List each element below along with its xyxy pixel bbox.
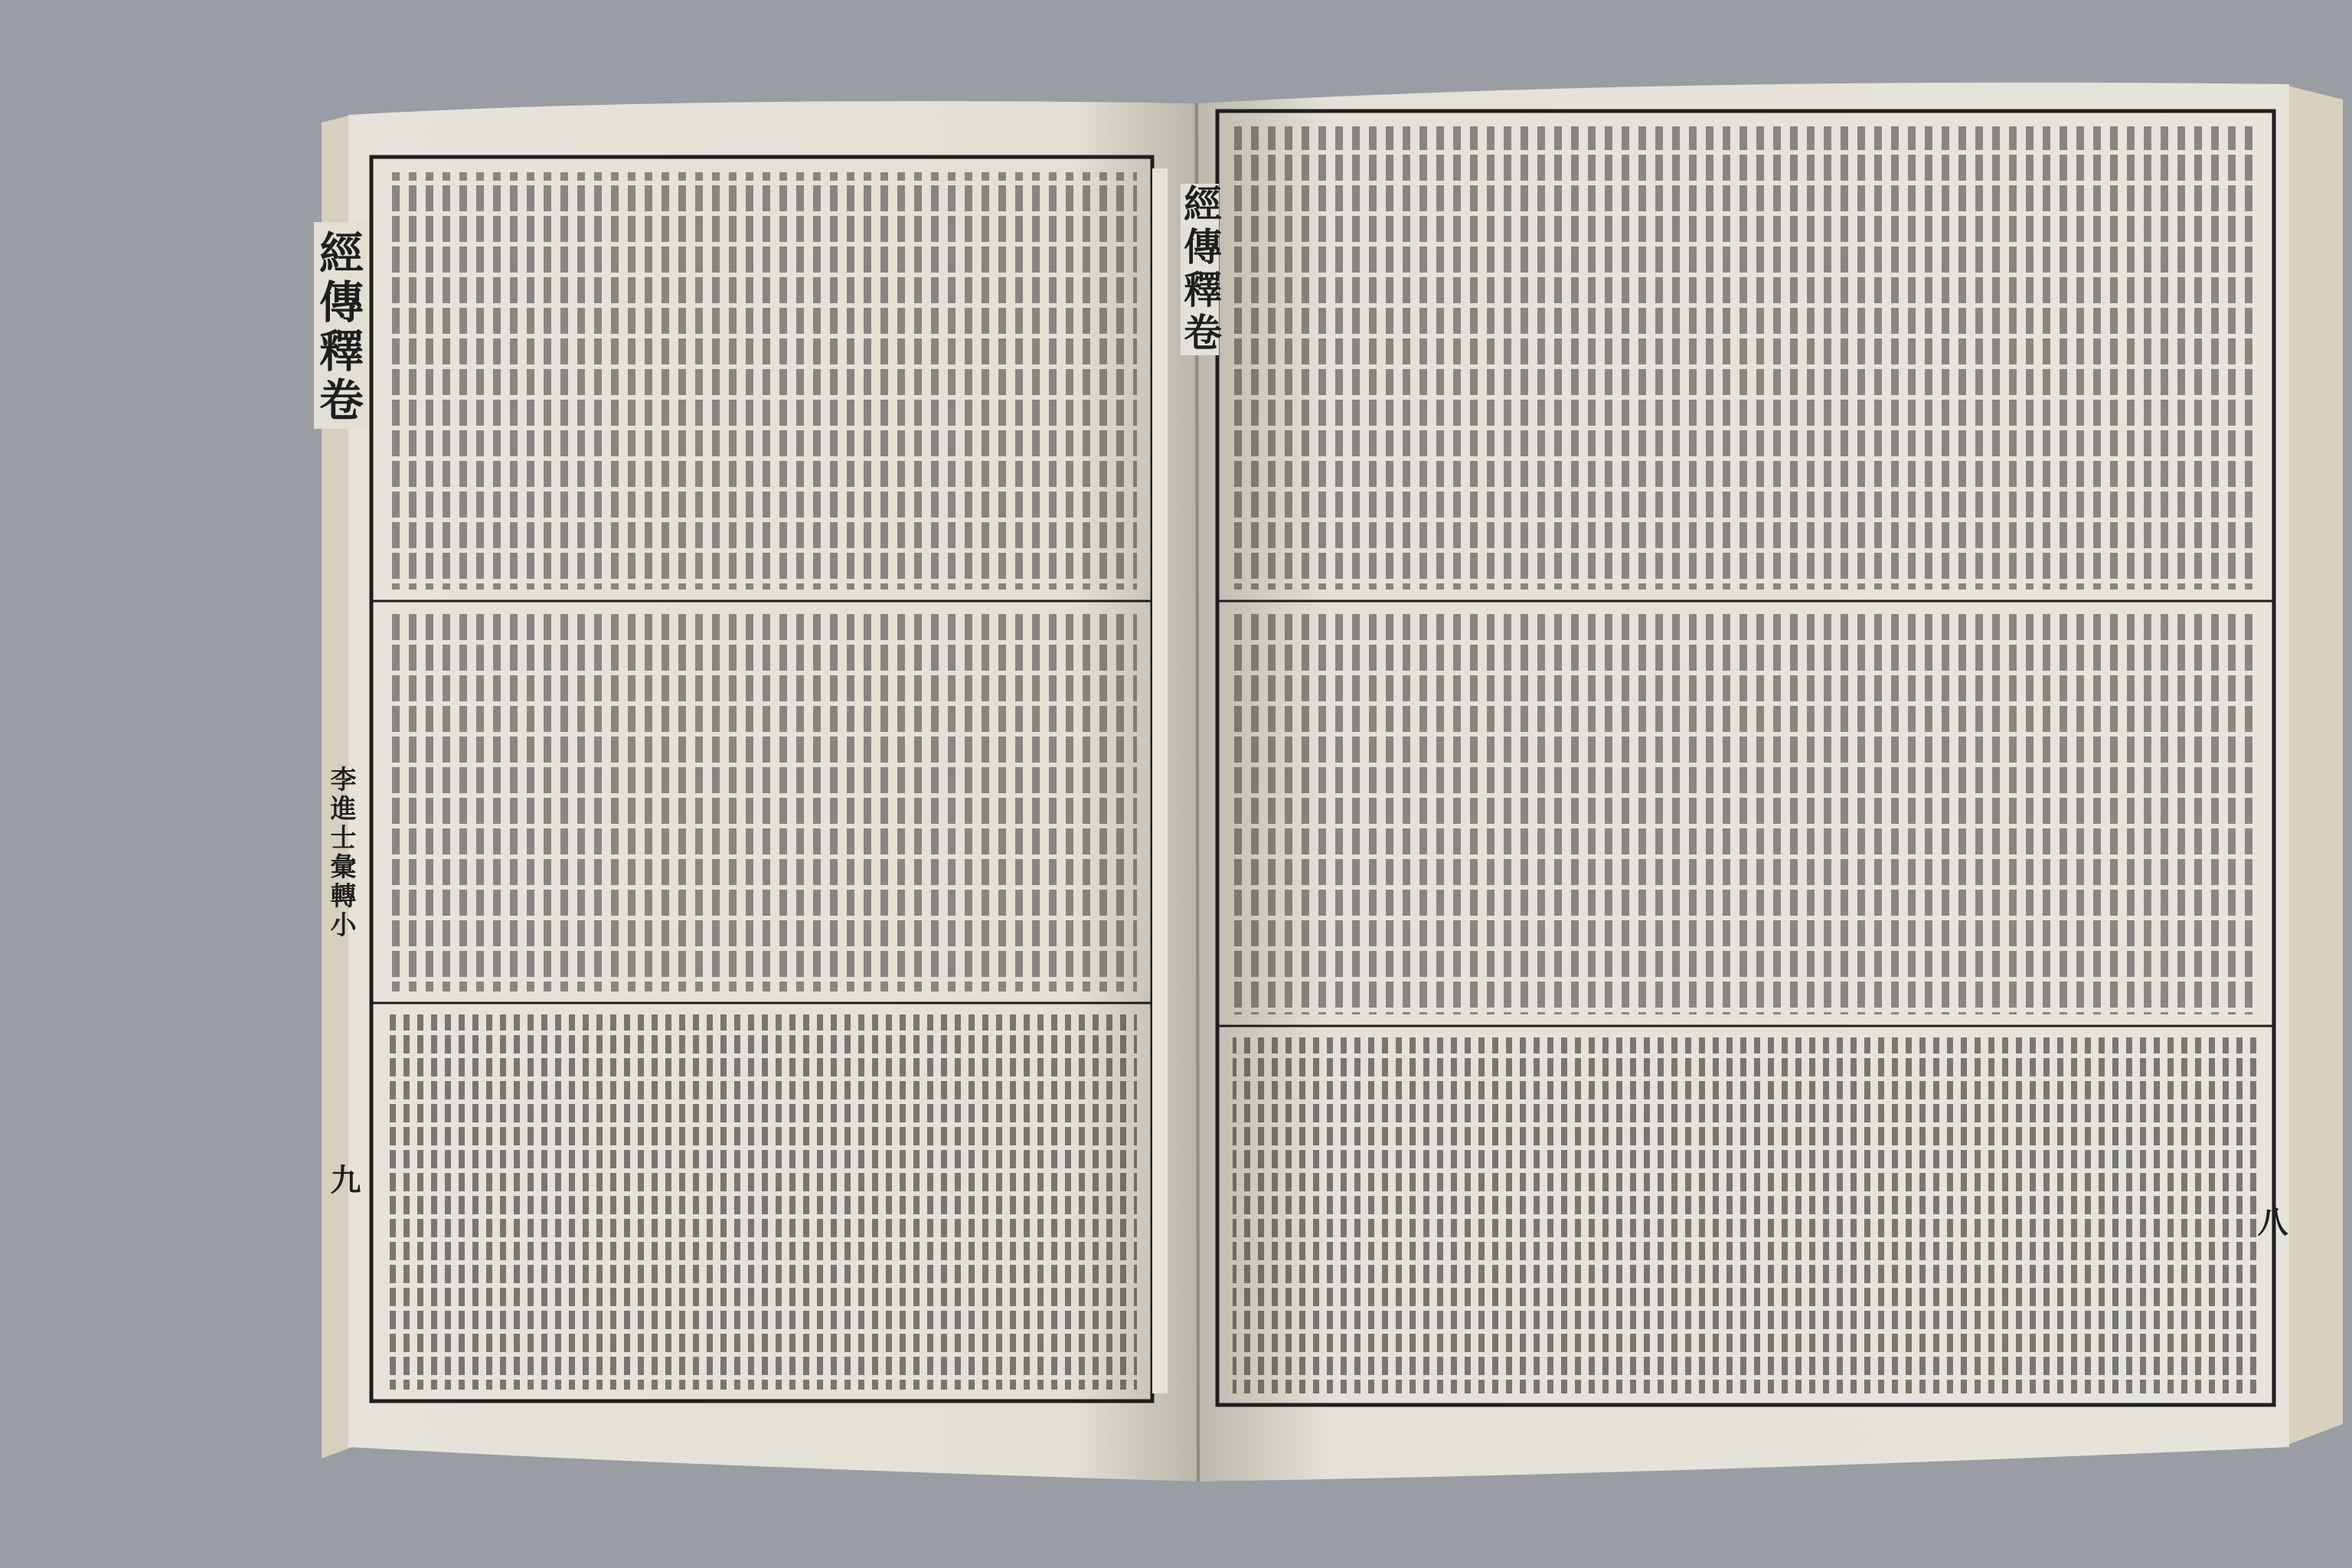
right-page-number: 八 (2252, 1206, 2288, 1236)
right-page-text (1233, 126, 2259, 1393)
right-page-edges (2282, 84, 2343, 1447)
left-page-margin-band (314, 222, 368, 429)
left-page-text (387, 172, 1137, 1390)
right-running-title: 經傳釋卷 (1178, 184, 1223, 355)
left-page-number: 九 (325, 1164, 361, 1194)
left-footer-note: 李進士彙轉小 (325, 766, 356, 940)
left-running-title: 經傳釋卷 (312, 230, 364, 426)
book-gutter (1197, 103, 1198, 1481)
column-gaps (1152, 168, 1168, 1393)
